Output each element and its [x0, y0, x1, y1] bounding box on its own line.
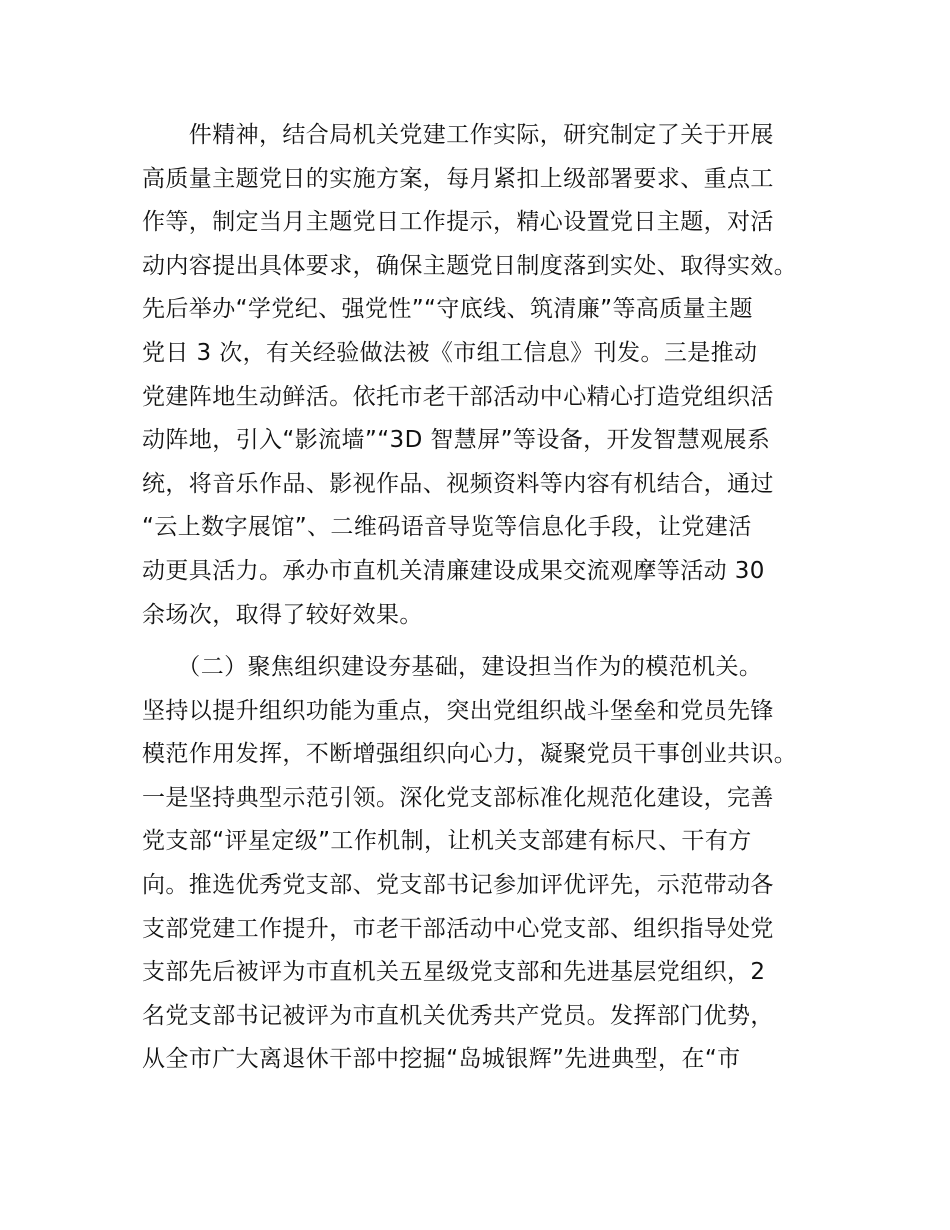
text-line: 支部党建工作提升，市老干部活动中心党支部、组织指导处党	[142, 915, 774, 942]
text-line: 从全市广大离退休干部中挖掘“岛城银辉”先进典型，在“市	[142, 1046, 741, 1073]
text-line: 高质量主题党日的实施方案，每月紧扣上级部署要求、重点工	[142, 165, 774, 192]
text-line: 向。推选优秀党支部、党支部书记参加评优评先，示范带动各	[142, 871, 774, 898]
text-line: 党支部“评星定级”工作机制，让机关支部建有标尺、干有方	[142, 828, 752, 855]
section-heading-line: （二）聚焦组织建设夯基础，建设担当作为的模范机关。	[142, 654, 763, 680]
text-line: 动更具活力。承办市直机关清廉建设成果交流观摩等活动 30	[142, 557, 765, 584]
text-line: 支部先后被评为市直机关五星级党支部和先进基层党组织，2	[142, 959, 766, 986]
text-line: 一是坚持典型示范引领。深化党支部标准化规范化建设，完善	[142, 784, 774, 811]
text-line: 党日 3 次，有关经验做法被《市组工信息》刊发。三是推动	[142, 339, 758, 366]
text-line: 先后举办“学党纪、强党性”“守底线、筑清廉”等高质量主题	[142, 296, 753, 323]
text-line: 作等，制定当月主题党日工作提示，精心设置党日主题，对活	[142, 209, 774, 236]
text-line: 坚持以提升组织功能为重点，突出党组织战斗堡垒和党员先锋	[142, 697, 774, 724]
paragraph-party-day	[142, 114, 822, 637]
text-line: 动内容提出具体要求，确保主题党日制度落到实处、取得实效。	[142, 252, 798, 279]
text-line: 党建阵地生动鲜活。依托市老干部活动中心精心打造党组织活	[142, 383, 774, 410]
text-line: 模范作用发挥，不断增强组织向心力，凝聚党员干事创业共识。	[142, 741, 798, 768]
text-line: 件精神，结合局机关党建工作实际，研究制定了关于开展	[142, 122, 774, 148]
text-line: 统，将音乐作品、影视作品、视频资料等内容有机结合，通过	[142, 470, 774, 497]
text-line: 动阵地，引入“影流墙”“3D 智慧屏”等设备，开发智慧观展系	[142, 427, 771, 454]
text-line: 名党支部书记被评为市直机关优秀共产党员。发挥部门优势，	[142, 1002, 774, 1029]
paragraph-organization-building	[142, 646, 822, 1082]
text-line: 余场次，取得了较好效果。	[142, 601, 423, 628]
text-line: “云上数字展馆”、二维码语音导览等信息化手段，让党建活	[142, 514, 752, 541]
